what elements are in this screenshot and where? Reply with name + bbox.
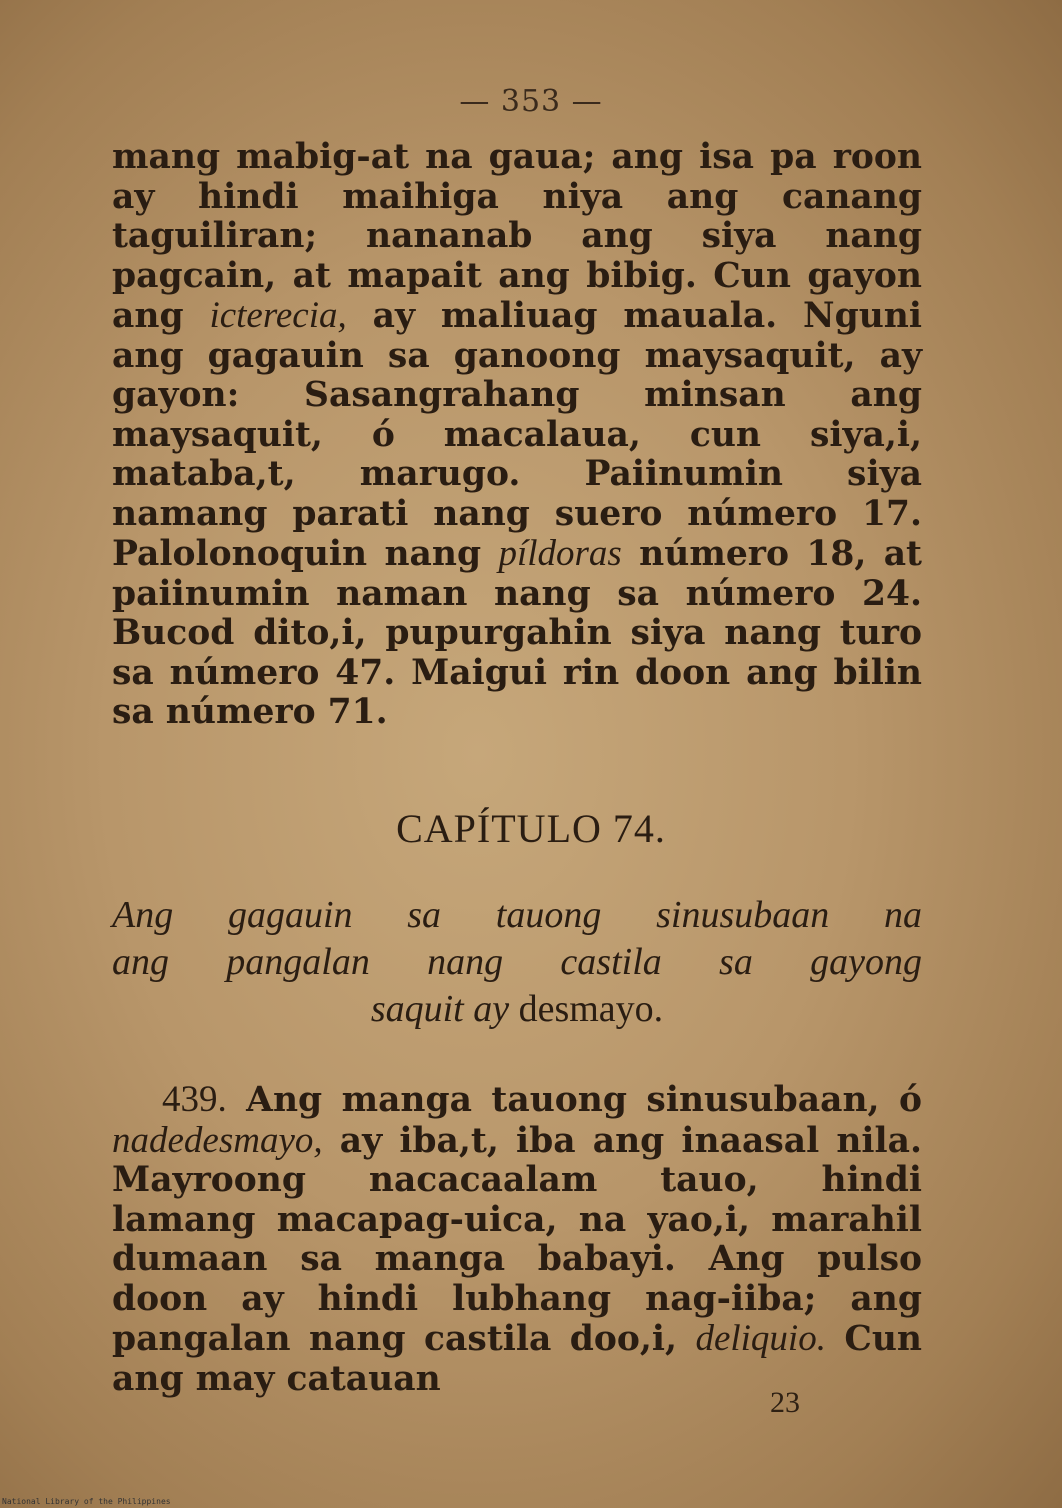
italic-term: deliquio. [695, 1318, 826, 1359]
subtitle-line: ang pangalan nang castila sa gayong [112, 941, 922, 983]
paragraph-text: ay iba,t, iba ang inaasal nila. Mayroong nacacaalam tauo, hindi lamang macapag-uica, na yao,i, marahil dumaan sa manga babayi. Ang pulso doon ay hindi lubhang nag-iiba; ang pangalan nang castila doo,i, [112, 1120, 922, 1359]
paragraph-number: 439. [162, 1079, 227, 1120]
subtitle-italic: saquit ay [370, 988, 510, 1030]
page-number: — 353 — [459, 84, 603, 119]
paragraph-text: número 18, at paiinumin naman nang sa número 24. Bucod dito,i, pupurgahin siya nang turo sa número 47. Maigui rin doon ang bilin sa número 71. [112, 534, 922, 732]
chapter-subtitle [112, 892, 922, 1033]
paragraph-text: ay maliuag mauala. Nguni ang gagauin sa ganoong maysaquit, ay gayon: Sasangrahang minsan ang maysaquit, ó macalaua, cun siya,i, mataba,t, marugo. Paiinumin siya namang parati nang suero número 17. Palolonoquin nang [112, 296, 922, 574]
signature-mark: 23 [770, 1386, 800, 1419]
paragraph-continued [112, 138, 922, 733]
italic-term: píldoras [498, 533, 622, 574]
chapter-heading: CAPÍTULO 74. [396, 806, 666, 851]
italic-term: nadedesmayo, [112, 1119, 323, 1161]
paragraph-text: Ang manga tauong sinusubaan, ó [226, 1080, 922, 1120]
paragraph-text: Cun ang may catauan [112, 1319, 922, 1399]
paragraph-text: mang mabig-at na gaua; ang isa pa roon ay hindi maihiga niya ang canang taguiliran; nananab ang siya nang pagcain, at mapait ang bibig. Cun gayon ang [112, 137, 922, 336]
footer-credit: National Library of the Philippines [2, 1497, 171, 1506]
subtitle-normal: desmayo. [509, 988, 664, 1030]
subtitle-line [112, 986, 922, 1033]
subtitle-line: Ang gagauin sa tauong sinusubaan na [112, 894, 922, 936]
paragraph-439 [112, 1080, 922, 1399]
italic-term: icterecia, [209, 295, 347, 336]
